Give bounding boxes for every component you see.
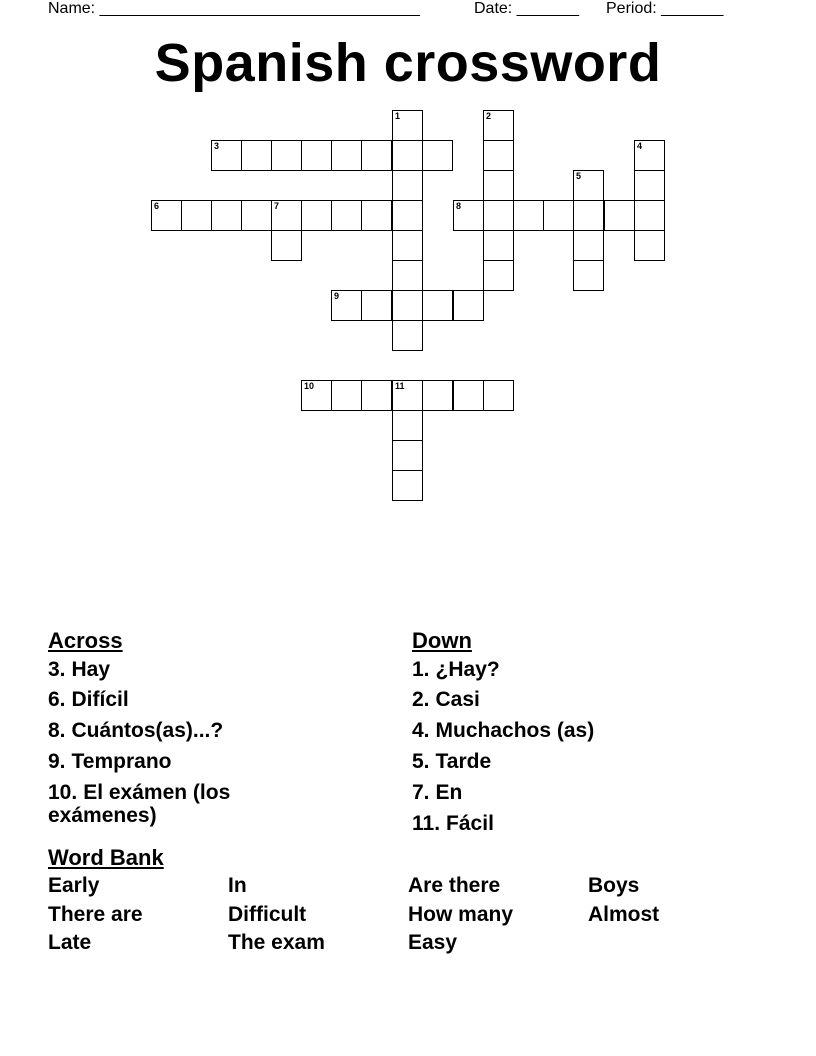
crossword-cell[interactable] [301, 140, 332, 171]
clue-num: 8. [48, 719, 66, 742]
word-bank-item: Early [48, 874, 100, 897]
clue-text: Cuántos(as)...? [71, 719, 224, 742]
down-clue [412, 812, 732, 835]
clue-number: 4 [637, 141, 643, 151]
clue-text: Muchachos (as) [435, 719, 595, 742]
crossword-cell[interactable] [573, 260, 604, 291]
period-field: Period: _______ [606, 0, 724, 17]
clue-num: 3. [48, 658, 66, 681]
crossword-cell[interactable] [634, 140, 665, 171]
word-bank-item: How many [408, 903, 514, 926]
crossword-cell[interactable] [422, 380, 453, 411]
crossword-cell[interactable] [211, 200, 242, 231]
word-bank-item: Easy [408, 931, 458, 954]
crossword-cell[interactable] [392, 440, 423, 471]
crossword-cell[interactable] [301, 200, 332, 231]
crossword-cell[interactable] [241, 200, 272, 231]
crossword-cell[interactable] [392, 140, 423, 171]
crossword-cell[interactable] [361, 140, 392, 171]
crossword-cell[interactable] [453, 200, 484, 231]
crossword-cell[interactable] [331, 200, 362, 231]
word-bank-item: Late [48, 931, 92, 954]
crossword-cell[interactable] [392, 320, 423, 351]
crossword-cell[interactable] [422, 290, 453, 321]
crossword-cell[interactable] [634, 170, 665, 201]
across-clue [48, 750, 368, 773]
crossword-cell[interactable] [483, 140, 514, 171]
clue-number: 5 [576, 171, 582, 181]
crossword-cell[interactable] [271, 200, 302, 231]
across-clue [48, 658, 368, 681]
word-bank-item: There are [48, 903, 143, 926]
word-bank-item: Almost [588, 903, 660, 926]
clue-text: En [435, 781, 463, 804]
crossword-cell[interactable] [543, 200, 574, 231]
crossword-cell[interactable] [271, 140, 302, 171]
across-clue [48, 688, 368, 711]
word-bank-item: In [228, 874, 247, 897]
word-bank-heading: Word Bank [48, 845, 164, 870]
word-bank-item: Boys [588, 874, 640, 897]
clue-num: 6. [48, 688, 66, 711]
clue-text: Hay [71, 658, 111, 681]
word-bank-item: Are there [408, 874, 501, 897]
clue-number: 9 [334, 291, 340, 301]
clue-number: 3 [214, 141, 220, 151]
clue-number: 6 [154, 201, 160, 211]
word-bank-item: Difficult [228, 903, 307, 926]
crossword-cell[interactable] [634, 230, 665, 261]
clue-num: 5. [412, 750, 430, 773]
down-clue [412, 750, 732, 773]
clue-number: 7 [274, 201, 280, 211]
name-field: Name: ____________________________________ [48, 0, 420, 17]
clue-number: 11 [395, 381, 405, 391]
crossword-cell[interactable] [392, 410, 423, 441]
clue-text: ¿Hay? [435, 658, 500, 681]
crossword-cell[interactable] [392, 470, 423, 501]
crossword-cell[interactable] [151, 200, 182, 231]
clue-number: 10 [304, 381, 315, 391]
page-title: Spanish crossword [154, 33, 662, 93]
down-clue [412, 781, 732, 804]
clue-number: 1 [395, 111, 401, 121]
crossword-cell[interactable] [573, 230, 604, 261]
crossword-cell[interactable] [392, 170, 423, 201]
crossword-cell[interactable] [271, 230, 302, 261]
crossword-cell[interactable] [241, 140, 272, 171]
crossword-cell[interactable] [331, 380, 362, 411]
crossword-cell[interactable] [513, 200, 544, 231]
crossword-cell[interactable] [422, 140, 453, 171]
crossword-cell[interactable] [483, 200, 514, 231]
clue-text: Tarde [435, 750, 492, 773]
crossword-cell[interactable] [483, 260, 514, 291]
crossword-cell[interactable] [634, 200, 665, 231]
crossword-cell[interactable] [392, 200, 423, 231]
crossword-cell[interactable] [361, 380, 392, 411]
crossword-cell[interactable] [392, 260, 423, 291]
clue-text: El exámen (los exámenes) [48, 781, 231, 827]
clue-num: 11. [412, 812, 441, 835]
clue-num: 10. [48, 781, 78, 804]
down-clue [412, 719, 732, 742]
crossword-cell[interactable] [573, 200, 604, 231]
down-clue [412, 688, 732, 711]
word-bank-item: The exam [228, 931, 325, 954]
crossword-cell[interactable] [361, 200, 392, 231]
clue-text: Difícil [71, 688, 129, 711]
clue-num: 2. [412, 688, 430, 711]
clue-text: Fácil [446, 812, 494, 835]
crossword-cell[interactable] [483, 170, 514, 201]
crossword-cell[interactable] [483, 110, 514, 141]
across-clue [48, 781, 298, 827]
crossword-cell[interactable] [453, 380, 484, 411]
crossword-cell[interactable] [301, 380, 332, 411]
crossword-cell[interactable] [331, 140, 362, 171]
crossword-cell[interactable] [453, 290, 484, 321]
clue-number: 8 [456, 201, 462, 211]
across-clue [48, 719, 368, 742]
clue-text: Casi [435, 688, 480, 711]
clue-text: Temprano [71, 750, 172, 773]
clue-num: 7. [412, 781, 430, 804]
across-heading: Across [48, 628, 123, 653]
crossword-cell[interactable] [392, 110, 423, 141]
down-clue [412, 658, 732, 681]
crossword-cell[interactable] [483, 380, 514, 411]
crossword-cell[interactable] [604, 200, 635, 231]
crossword-cell[interactable] [211, 140, 242, 171]
clue-num: 9. [48, 750, 66, 773]
crossword-cell[interactable] [392, 380, 423, 411]
crossword-cell[interactable] [361, 290, 392, 321]
crossword-cell[interactable] [483, 230, 514, 261]
crossword-cell[interactable] [331, 290, 362, 321]
crossword-cell[interactable] [181, 200, 212, 231]
date-field: Date: _______ [474, 0, 579, 17]
crossword-cell[interactable] [392, 230, 423, 261]
crossword-cell[interactable] [392, 290, 423, 321]
clue-num: 4. [412, 719, 430, 742]
clue-num: 1. [412, 658, 430, 681]
down-heading: Down [412, 628, 472, 653]
clue-number: 2 [486, 111, 492, 121]
crossword-cell[interactable] [573, 170, 604, 201]
